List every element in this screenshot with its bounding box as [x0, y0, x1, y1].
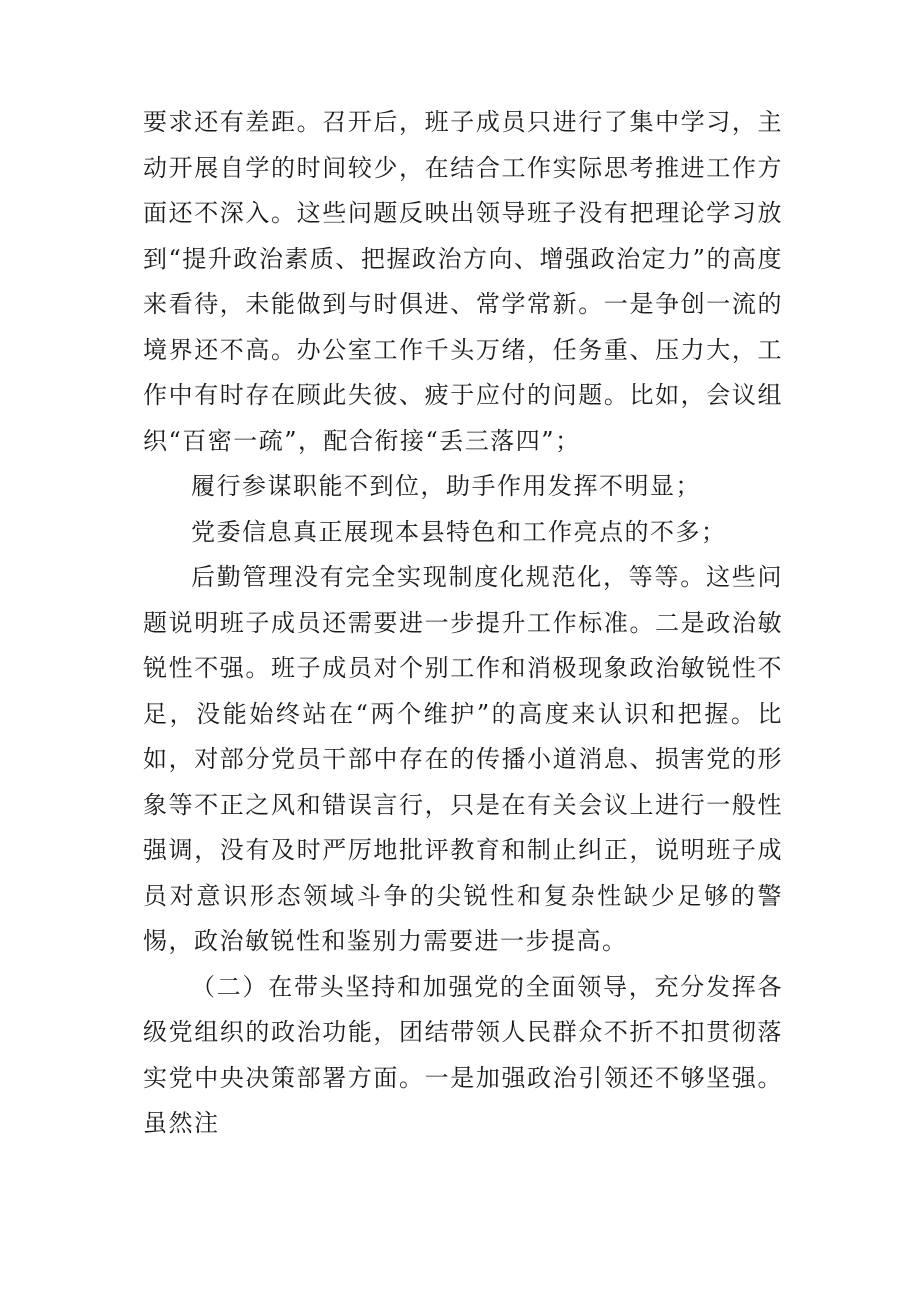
paragraph-continued: 要求还有差距。召开后，班子成员只进行了集中学习，主动开展自学的时间较少，在结合工作实际思考推进工作方面还不深入。这些问题反映出领导班子没有把理论学习放到“提升政治素质、把握政治方向、增强政治定力”的高度来看待，未能做到与时俱进、常学常新。一是争创一流的境界还不高。办公室工作千头万绪，任务重、压力大，工作中有时存在顾此失彼、疲于应付的问题。比如，会议组织“百密一疏”，配合衔接“丢三落四”； — [143, 108, 783, 455]
paragraph-info: 党委信息真正展现本县特色和工作亮点的不多； — [191, 517, 727, 546]
paragraph-duty: 履行参谋职能不到位，助手作用发挥不明显； — [191, 472, 701, 500]
paragraph-section-two: （二）在带头坚持和加强党的全面领导，充分发挥各级党组织的政治功能，团结带领人民群众不折不扣贯彻落实党中央决策部署方面。一是加强政治引领还不够坚强。虽然注 — [143, 972, 783, 1137]
document-page — [143, 100, 783, 1147]
paragraph-logistics: 后勤管理没有完全实现制度化规范化，等等。这些问题说明班子成员还需要进一步提升工作标准。二是政治敏锐性不强。班子成员对个别工作和消极现象政治敏锐性不足，没能始终站在“两个维护”的高度来认识和把握。比如，对部分党员干部中存在的传播小道消息、损害党的形象等不正之风和错误言行，只是在有关会议上进行一般性强调，没有及时严厉地批评教育和制止纠正，说明班子成员对意识形态领域斗争的尖锐性和复杂性缺少足够的警惕，政治敏锐性和鉴别力需要进一步提高。 — [143, 563, 783, 955]
